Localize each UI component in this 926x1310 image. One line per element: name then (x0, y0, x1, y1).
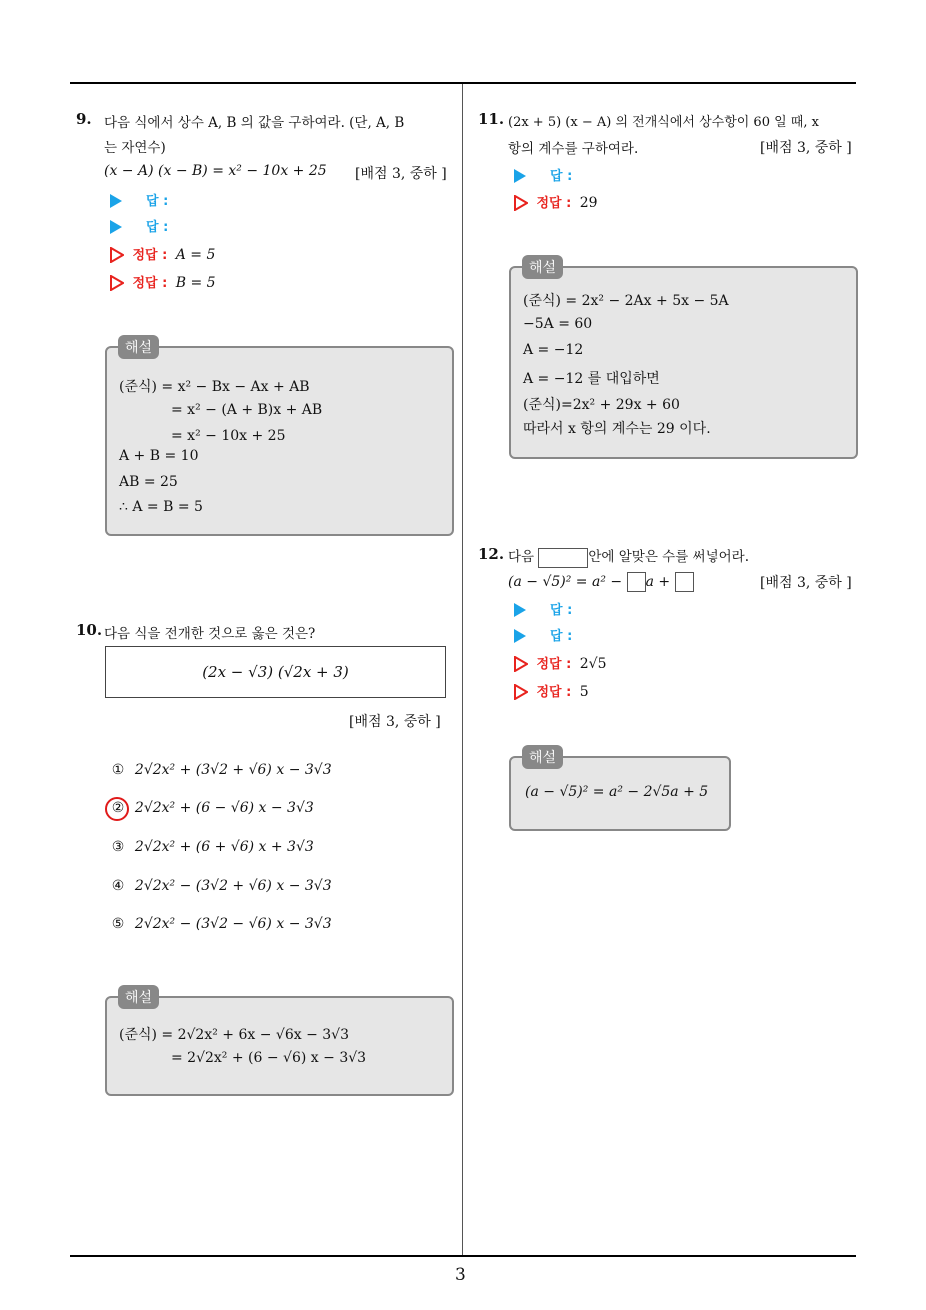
play-icon (110, 220, 122, 234)
q9-number: 9. (76, 110, 92, 128)
q11-correct: 정답 : 29 (514, 192, 598, 211)
q12-solution-box: (a − √5)² = a² − 2√5a + 5 (509, 756, 731, 831)
q9-correct-2: 정답 : B = 5 (110, 272, 216, 291)
q10-solution-box: (준식) = 2√2x² + 6x − √6x − 3√3 = 2√2x² + (6 − √6) x − 3√3 (105, 996, 454, 1096)
q9-solution-box: (준식) = x² − Bx − Ax + AB = x² − (A + B)x + AB = x² − 10x + 25 A + B = 10 AB = 25 ∴ A = B = 5 (105, 346, 454, 536)
q10-option-2[interactable]: ② 2√2x² + (6 − √6) x − 3√3 (111, 800, 314, 816)
q12-expression: (a − √5)² = a² − a + (508, 572, 694, 592)
q11-text-line1: (2x + 5) (x − A) 의 전개식에서 상수항이 60 일 때, x (508, 115, 819, 130)
q10-text: 다음 식을 전개한 것으로 옳은 것은? (104, 626, 316, 642)
page-number: 3 (455, 1265, 466, 1285)
q9-correct-1: 정답 : A = 5 (110, 244, 215, 263)
play-icon (110, 194, 122, 208)
blank-box[interactable] (675, 572, 694, 592)
hollow-triangle-icon (110, 276, 122, 290)
hollow-triangle-icon (514, 657, 526, 671)
bottom-rule (70, 1255, 856, 1257)
answer-circle-mark (105, 797, 129, 821)
q12-number: 12. (478, 545, 505, 563)
top-rule (70, 82, 856, 84)
q12-answer-1[interactable]: 답 : (514, 599, 572, 618)
q9-text-line1: 다음 식에서 상수 A, B 의 값을 구하여라. (단, A, B (104, 115, 405, 131)
column-divider (462, 84, 463, 1256)
q10-solution-tag: 해설 (118, 985, 159, 1009)
q10-number: 10. (76, 621, 103, 639)
q12-answer-2[interactable]: 답 : (514, 625, 572, 644)
q9-answer-2[interactable]: 답 : (110, 216, 168, 235)
q9-expression: (x − A) (x − B) = x² − 10x + 25 (104, 163, 327, 179)
q12-solution-tag: 해설 (522, 745, 563, 769)
play-icon (514, 169, 526, 183)
blank-box (538, 548, 588, 568)
hollow-triangle-icon (514, 196, 526, 210)
q9-solution-tag: 해설 (118, 335, 159, 359)
q10-option-1[interactable]: ① 2√2x² + (3√2 + √6) x − 3√3 (111, 762, 332, 778)
hollow-triangle-icon (110, 248, 122, 262)
q9-score: [배점 3, 중하 ] (355, 166, 447, 182)
q11-solution-box: (준식) = 2x² − 2Ax + 5x − 5A −5A = 60 A = −12 A = −12 를 대입하면 (준식)=2x² + 29x + 60 따라서 x 항의 계수는 29 이다. (509, 266, 858, 459)
blank-box[interactable] (627, 572, 646, 592)
q10-expression-box: (2x − √3) (√2x + 3) (105, 646, 446, 698)
q11-answer[interactable]: 답 : (514, 165, 572, 184)
q12-correct-2: 정답 : 5 (514, 681, 589, 700)
q9-answer-1[interactable]: 답 : (110, 190, 168, 209)
q9-text-line2: 는 자연수) (104, 140, 166, 156)
q12-correct-1: 정답 : 2√5 (514, 653, 607, 672)
hollow-triangle-icon (514, 685, 526, 699)
q12-text: 다음 안에 알맞은 수를 써넣어라. (508, 545, 749, 568)
q10-option-4[interactable]: ④ 2√2x² − (3√2 + √6) x − 3√3 (111, 878, 332, 894)
q10-score: [배점 3, 중하 ] (349, 714, 441, 730)
q10-option-3[interactable]: ③ 2√2x² + (6 + √6) x + 3√3 (111, 839, 314, 855)
q11-solution-tag: 해설 (522, 255, 563, 279)
play-icon (514, 629, 526, 643)
q11-number: 11. (478, 110, 505, 128)
q11-score: [배점 3, 중하 ] (760, 140, 852, 156)
play-icon (514, 603, 526, 617)
q10-option-5[interactable]: ⑤ 2√2x² − (3√2 − √6) x − 3√3 (111, 916, 332, 932)
q11-text-line2: 항의 계수를 구하여라. (508, 141, 639, 157)
q12-score: [배점 3, 중하 ] (760, 575, 852, 591)
